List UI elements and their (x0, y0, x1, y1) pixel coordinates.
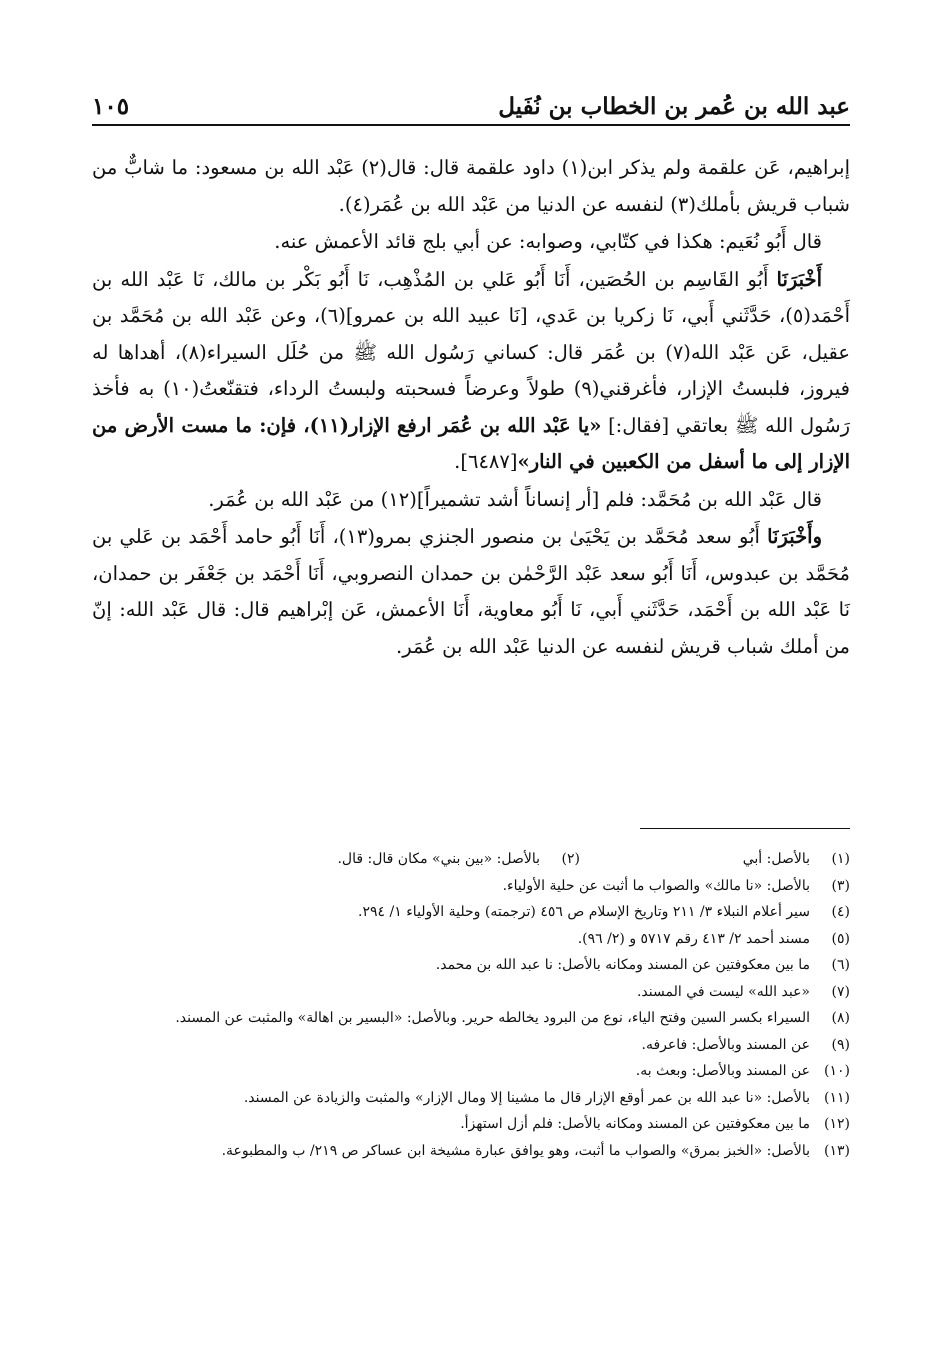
footnote-9 (92, 1032, 850, 1059)
page-header (92, 72, 850, 126)
isnad-text: أَبُو القَاسِم بن الحُصَين، أَنَا أَبُو عَلي بن المُذْهِب، نَا أَبُو بَكْر بن مالك، نَا عَبْد الله بن أَحْمَد(٥)، حَدَّثَني أَبي، نَا زكريا بن عَدي، [نَا عبيد الله بن عمرو](٦)، وعن عَبْد الله بن مُحَمَّد بن عقيل، عَن عَبْد الله(٧) بن عُمَر قال: كساني رَسُول الله ﷺ من حُلَل السيراء(٨)، أهداها له فيروز، فلبستُ الإزار، فأغرقني(٩) طولاً وعرضاً فسحبته ولبستُ الرداء، فتقنّعتُ(١٠) به فأخذ رَسُول الله ﷺ بعاتقي [فقال:] (92, 267, 851, 437)
footnote-2 (337, 846, 580, 873)
isnad-text-2: أَبُو سعد مُحَمَّد بن يَحْيَىٰ بن منصور الجنزي بمرو(١٣)، أَنَا أَبُو حامد أَحْمَد بن عَلي بن مُحَمَّد بن عبدوس، أَنَا أَبُو سعد عَبْد الرَّحْمٰن بن حمدان النصروبي، أَنَا أَحْمَد بن جَعْفَر بن حمدان، نَا عَبْد الله بن أَحْمَد، حَدَّثَني أَبي، نَا أَبُو معاوية، أَنَا الأعمش، عَن إبْراهيم قال: قال عَبْد الله: إنّ من أملك شباب قريش لنفسه عن الدنيا عَبْد الله بن عُمَر. (92, 525, 850, 658)
footnote-text: عن المسند وبالأصل: فاعرفه. (641, 1036, 810, 1053)
footnote-number: (٧) (831, 983, 850, 1000)
footnote-10 (92, 1058, 850, 1085)
isnad-lead: أَخْبَرَنَا (776, 267, 822, 291)
footnote-7 (92, 979, 850, 1006)
hadith-reference: [٦٤٨٧]. (454, 450, 518, 473)
footnote-text: «عبد الله» ليست في المسند. (636, 983, 810, 1000)
footnote-6 (92, 952, 850, 979)
footnote-1 (580, 846, 850, 873)
footnote-divider (640, 828, 850, 829)
footnote-8 (92, 1005, 850, 1032)
running-title: عبد الله بن عُمر بن الخطاب بن نُفَيل (498, 93, 850, 120)
footnote-text: بالأصل: «نا مالك» والصواب ما أثبت عن حلية الأولياء. (502, 877, 810, 894)
isnad-lead-2: وأَخْبَرَنَا (767, 525, 823, 548)
paragraph-1: إبراهيم، عَن علقمة ولم يذكر ابن(١) داود علقمة قال: قال(٢) عَبْد الله بن مسعود: ما شابٌّ من شباب قريش بأملك(٣) لنفسه عن الدنيا من عَبْد الله بن عُمَر(٤). (92, 156, 850, 216)
footnote-number: (٩) (831, 1036, 850, 1053)
footnote-number: (٦) (831, 957, 850, 973)
main-text (92, 150, 850, 665)
footnote-number: (١٠) (824, 1063, 850, 1079)
footnote-text: مسند أحمد ٢/ ٤١٣ رقم ٥٧١٧ و (٢/ ٩٦). (577, 930, 810, 947)
footnote-3 (92, 873, 850, 900)
footnote-text: بالأصل: «بين بني» مكان قال: قال. (337, 851, 540, 867)
hadith-text: «يا عَبْد الله بن عُمَر ارفع الإزار(١١)، فإن: ما مست الأرض من الإزار إلى ما أسفل من الكعبين في النار» (92, 413, 850, 473)
footnote-text: بالأصل: «الخبز بمرق» والصواب ما أثبت، وهو يوافق عبارة مشيخة ابن عساكر ص ٢١٩/ ب والمطبوعة. (221, 1142, 810, 1159)
paragraph-2: قال أَبُو نُعَيم: هكذا في كتّابي، وصوابه: عن أبي بلج قائد الأعمش عنه. (274, 230, 822, 253)
paragraph-4: قال عَبْد الله بن مُحَمَّد: فلم [أر إنساناً أشد تشميراً](١٢) من عَبْد الله بن عُمَر. (208, 487, 822, 511)
footnote-number: (١) (831, 851, 850, 867)
footnote-12 (92, 1111, 850, 1138)
footnote-11 (92, 1085, 850, 1112)
paragraph-5 (92, 519, 850, 665)
footnote-4 (92, 899, 850, 926)
footnote-number: (١١) (824, 1089, 850, 1106)
footnote-text: سير أعلام النبلاء ٣/ ٢١١ وتاريخ الإسلام ص ٤٥٦ (ترجمته) وحلية الأولياء ١/ ٢٩٤. (358, 904, 810, 920)
footnote-text: ما بين معكوفتين عن المسند ومكانه بالأصل: فلم أزل استهزأ. (460, 1116, 810, 1132)
footnote-row (92, 846, 850, 873)
footnote-number: (٥) (831, 930, 850, 947)
footnote-number: (٢) (561, 851, 580, 867)
footnote-number: (١٣) (824, 1142, 850, 1159)
page-number: ١٠٥ (92, 93, 130, 120)
footnote-number: (٣) (831, 877, 850, 894)
footnote-number: (١٢) (824, 1116, 850, 1132)
footnotes (92, 846, 850, 1164)
footnote-number: (٤) (831, 904, 850, 920)
footnote-text: بالأصل: «نا عبد الله بن عمر أوقع الإزار قال ما مشينا إلا ومال الإزار» والمثبت والزيادة عن المسند. (243, 1089, 810, 1106)
footnote-number: (٨) (831, 1010, 850, 1026)
footnote-13 (92, 1138, 850, 1165)
footnote-text: السيراء بكسر السين وفتح الياء، نوع من البرود يخالطه حرير. وبالأصل: «البسير بن اهالة» والمثبت عن المسند. (175, 1010, 810, 1026)
footnote-text: بالأصل: أبي (742, 851, 810, 867)
footnote-5 (92, 926, 850, 953)
footnote-text: عن المسند وبالأصل: وبعث به. (635, 1063, 810, 1079)
footnote-text: ما بين معكوفتين عن المسند ومكانه بالأصل: نا عبد الله بن محمد. (435, 957, 810, 973)
paragraph-3 (92, 262, 850, 481)
